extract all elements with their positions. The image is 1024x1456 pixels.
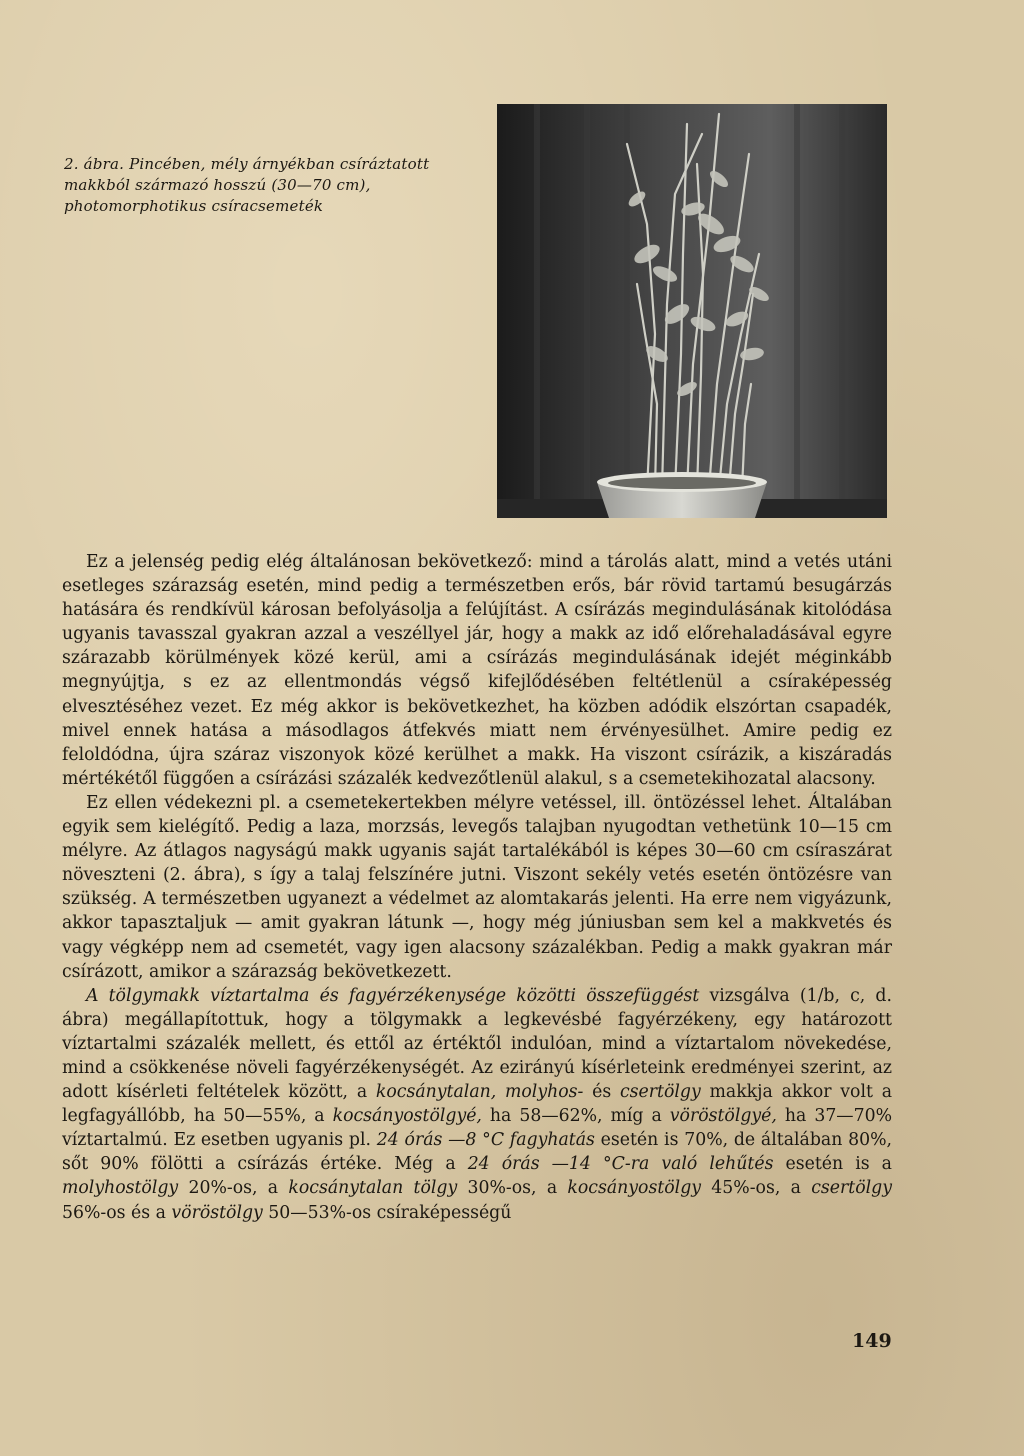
text-segment: Ez a jelenség pedig elég általánosan bekövetkező: mind a tárolás alatt, mind a vetés utáni esetleges szárazság esetén, mind pedig a természetben erős, bár rövid tartamú besugárzás hatására és rendkívül károsan befolyásolja a felújítást. A csírázás megindulásának kitolódása ugyanis tavasszal gyakran azzal a veszéllyel jár, hogy a makk az idő előrehaladásával egyre szárazabb körülmények közé kerül, ami a csírázás megindulásának idejét méginkább megnyújtja, s ez az ellentmondás végső kifejlődésében feltétlenül a csíraképesség elvesztéséhez vezet. Ez még akkor is bekövetkezhet, ha közben adódik elszórtan csapadék, mivel ennek hatása a másodlagos átfekvés miatt nem érvényesülhet. Amire pedig ez feloldódna, újra száraz viszonyok közé kerülhet a makk. Ha viszont csírázik, a kiszáradás mértékétől függően a csírázási százalék kedvezőtlenül alakul, s a csemetekihozatal alacsony. [62,552,892,789]
paragraph [62,791,892,984]
italic-segment: csertölgy [811,1178,892,1199]
figure-caption: 2. ábra. Pincében, mély árnyékban csíráztatott makkból származó hosszú (30—70 cm), photomorphotikus csíracsemeték [64,155,430,215]
text-segment: esetén is a [773,1154,892,1175]
italic-segment: csertölgy [620,1082,701,1103]
italic-segment: kocsányostölgy [567,1178,702,1199]
italic-segment: A tölgymakk víztartalma és fagyérzékenysége közötti összefüggést [86,985,700,1006]
text-segment: Ez ellen védekezni pl. a csemetekertekben mélyre vetéssel, ill. öntözéssel lehet. Általában egyik sem kielégítő. Pedig a laza, morzsás, levegős talajban nyugodtan vethetünk 10—15 cm mélyre. Az átlagos nagyságú makk ugyanis saját tartalékából is képes 30—60 cm csíraszárat növeszteni (2. ábra), s így a talaj felszínére jutni. Viszont sekély vetés esetén öntözésre van szükség. A természetben ugyanezt a védelmet az alomtakarás jelenti. Ha erre nem vigyázunk, akkor tapasztaljuk — amit gyakran látunk —, hogy még júniusban sem kel a makkvetés és vagy végképp nem ad csemetét, vagy igen alacsony százalékban. Pedig a makk gyakran már csírázott, amikor a szárazság bekövetkezett. [62,792,892,982]
text-segment: makkja akkor volt a legfagyállóbb, ha 50—55%, a [62,1082,893,1127]
text-segment: 30%-os, a [457,1178,568,1199]
seedling-photo [497,104,887,518]
seedling-photo-illustration [497,104,887,518]
text-segment: ha 37—70% víztartalmú. Ez esetben ugyanis pl. [62,1106,893,1151]
italic-segment: kocsánytalan tölgy [288,1178,458,1199]
italic-segment: 24 órás —8 °C fagyhatás [376,1130,595,1151]
page-number: 149 [852,1330,892,1352]
text-segment: vizsgálva (1/b, c, d. ábra) megállapítottuk, hogy a tölgymakk a legkevésbé fagyérzékeny, egy határozott víztartalmi százalék mellett, és ettől az értéktől indulóan, mind a víztartalom növekedése, mind a csökkenése növeli fagyérzékenységét. Az ezirányú kísérleteink eredményei szerint, az adott kísérleti feltételek között, a [62,985,892,1103]
text-segment: 56%-os és a [62,1202,172,1223]
text-segment: 45%-os, a [701,1178,812,1199]
italic-segment: 24 órás —14 °C-ra való lehűtés [467,1154,774,1175]
text-segment: 50—53%-os csíraképességű [262,1202,512,1223]
paragraph [62,984,892,1225]
italic-segment: kocsánytalan, molyhos- [375,1082,584,1103]
italic-segment: vöröstölgyé, [669,1106,777,1127]
italic-segment: molyhostölgy [62,1178,179,1199]
text-segment: 20%-os, a [178,1178,289,1199]
paragraph [62,550,892,791]
italic-segment: kocsányostölgyé, [332,1106,482,1127]
text-segment: esetén is 70%, de általában 80%, sőt 90% fölötti a csírázás értéke. Még a [62,1130,892,1175]
italic-segment: vöröstölgy [171,1202,263,1223]
body-text [62,550,892,1225]
text-segment: ha 58—62%, míg a [481,1106,670,1127]
text-segment: és [583,1082,620,1103]
